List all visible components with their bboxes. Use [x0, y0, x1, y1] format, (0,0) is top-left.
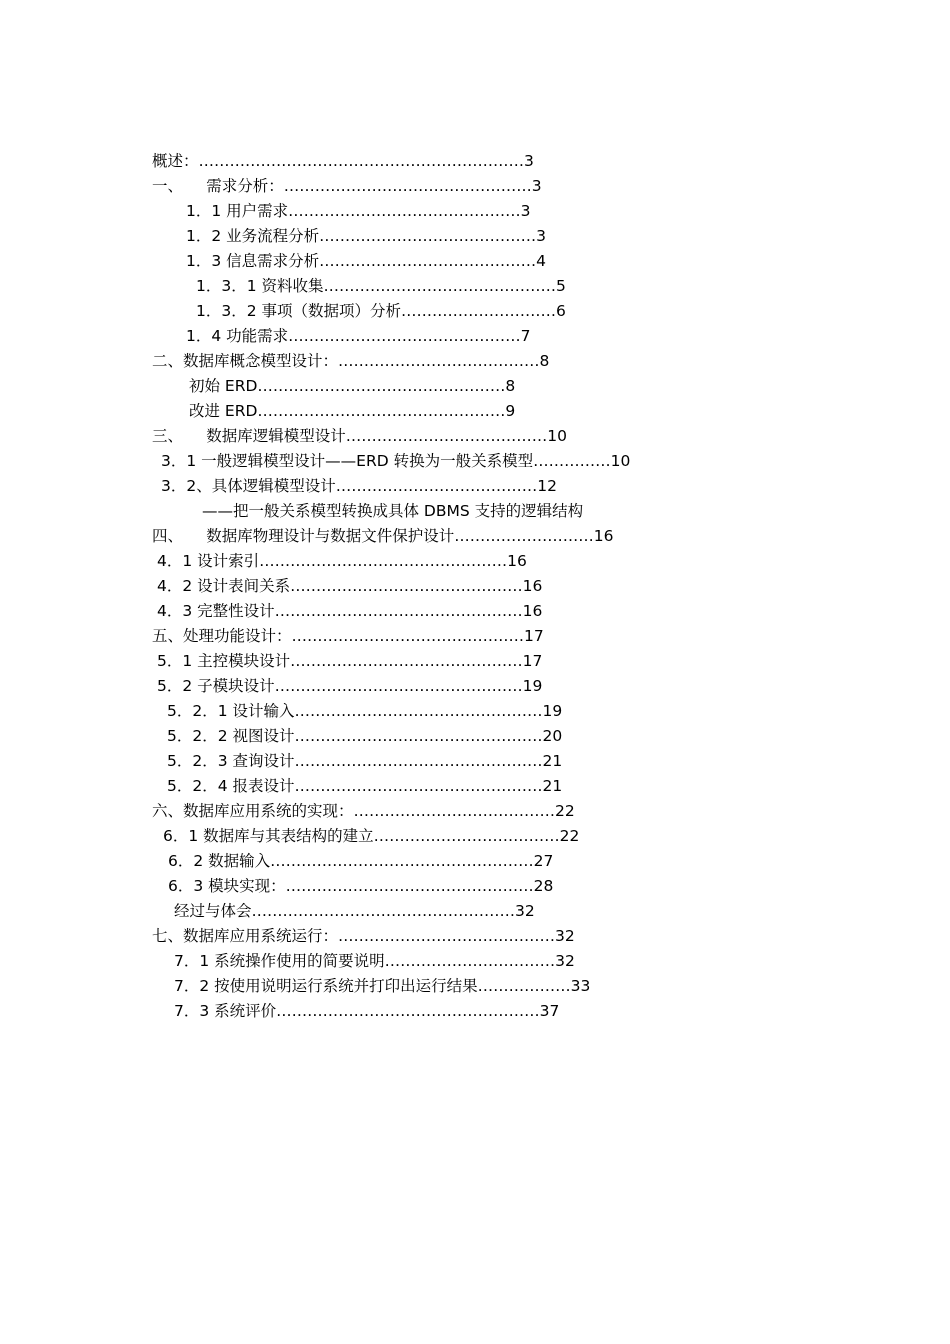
toc-entry-text: 六、数据库应用系统的实现：…………………………………22 [152, 802, 575, 820]
toc-entry-3-1 [161, 450, 630, 472]
toc-entry-text: 四、 数据库物理设计与数据文件保护设计………………………16 [152, 527, 614, 545]
toc-entry-4-1 [157, 550, 527, 572]
toc-entry-text: 7．1 系统操作使用的简要说明……………………………32 [174, 952, 575, 970]
toc-entry-5-1 [157, 650, 542, 672]
toc-entry-5-2-1 [167, 700, 562, 722]
toc-entry-text: 6．1 数据库与其表结构的建立………………………………22 [163, 827, 580, 845]
toc-entry-text: 6．3 模块实现：…………………………………………28 [168, 877, 554, 895]
toc-entry-text: 5．2．3 查询设计…………………………………………21 [167, 752, 563, 770]
toc-entry-experience [174, 900, 535, 922]
toc-entry-text: 5．2．1 设计输入…………………………………………19 [167, 702, 563, 720]
toc-entry-chapter-3 [152, 425, 567, 447]
toc-entry-text: 1．3．2 事项（数据项）分析…………………………6 [196, 302, 566, 320]
toc-entry-text: 5．2 子模块设计…………………………………………19 [157, 677, 543, 695]
toc-entry-chapter-5 [152, 625, 544, 647]
toc-entry-3-2-subtitle [202, 500, 583, 522]
toc-entry-4-2 [157, 575, 542, 597]
toc-entry-text: 1．2 业务流程分析……………………………………3 [186, 227, 547, 245]
toc-entry-text: 7．3 系统评价……………………………………………37 [174, 1002, 560, 1020]
toc-entry-text: 4．2 设计表间关系………………………………………16 [157, 577, 543, 595]
toc-entry-text: 三、 数据库逻辑模型设计…………………………………10 [152, 427, 567, 445]
toc-entry-5-2-2 [167, 725, 562, 747]
toc-entry-text: 5．2．2 视图设计…………………………………………20 [167, 727, 563, 745]
toc-entry-1-4 [186, 325, 531, 347]
toc-entry-text: 1．4 功能需求………………………………………7 [186, 327, 531, 345]
toc-entry-7-1 [174, 950, 575, 972]
toc-entry-5-2 [157, 675, 542, 697]
toc-entry-text: 5．2．4 报表设计…………………………………………21 [167, 777, 563, 795]
toc-entry-text: 七、数据库应用系统运行：……………………………………32 [152, 927, 575, 945]
toc-entry-text: 3．1 一般逻辑模型设计——ERD 转换为一般关系模型……………10 [161, 452, 631, 470]
toc-entry-text: 7．2 按使用说明运行系统并打印出运行结果………………33 [174, 977, 591, 995]
toc-entry-3-2 [161, 475, 557, 497]
toc-entry-initial-erd [189, 375, 515, 397]
toc-entry-text: 3．2、具体逻辑模型设计…………………………………12 [161, 477, 557, 495]
toc-entry-text: 一、 需求分析：…………………………………………3 [152, 177, 542, 195]
toc-entry-7-3 [174, 1000, 559, 1022]
toc-entry-5-2-4 [167, 775, 562, 797]
toc-entry-1-3-2 [196, 300, 566, 322]
toc-entry-chapter-1 [152, 175, 542, 197]
toc-entry-1-1 [186, 200, 531, 222]
toc-entry-1-3 [186, 250, 546, 272]
toc-entry-text: 6．2 数据输入……………………………………………27 [168, 852, 554, 870]
toc-entry-5-2-3 [167, 750, 562, 772]
toc-entry-text: 改进 ERD…………………………………………9 [189, 402, 516, 420]
toc-entry-1-2 [186, 225, 546, 247]
toc-entry-chapter-6 [152, 800, 575, 822]
toc-entry-text: 初始 ERD…………………………………………8 [189, 377, 516, 395]
toc-entry-improved-erd [189, 400, 515, 422]
toc-entry-text: 1．3．1 资料收集………………………………………5 [196, 277, 566, 295]
toc-entry-text: 4．3 完整性设计…………………………………………16 [157, 602, 543, 620]
toc-entry-text: 1．3 信息需求分析……………………………………4 [186, 252, 547, 270]
toc-entry-7-2 [174, 975, 590, 997]
toc-entry-4-3 [157, 600, 542, 622]
toc-entry-text: ——把一般关系模型转换成具体 DBMS 支持的逻辑结构 [202, 502, 584, 520]
toc-entry-6-3 [168, 875, 553, 897]
toc-entry-overview [152, 150, 534, 172]
toc-entry-6-2 [168, 850, 553, 872]
toc-entry-chapter-7 [152, 925, 575, 947]
toc-entry-1-3-1 [196, 275, 566, 297]
toc-entry-text: 1．1 用户需求………………………………………3 [186, 202, 531, 220]
toc-entry-chapter-2 [152, 350, 549, 372]
toc-entry-text: 经过与体会……………………………………………32 [174, 902, 535, 920]
toc-entry-text: 概述：………………………………………………………3 [152, 152, 534, 170]
toc-entry-chapter-4 [152, 525, 613, 547]
toc-entry-text: 五、处理功能设计：………………………………………17 [152, 627, 544, 645]
toc-entry-text: 二、数据库概念模型设计：…………………………………8 [152, 352, 550, 370]
toc-entry-text: 5．1 主控模块设计………………………………………17 [157, 652, 543, 670]
toc-entry-text: 4．1 设计索引…………………………………………16 [157, 552, 527, 570]
toc-entry-6-1 [163, 825, 579, 847]
